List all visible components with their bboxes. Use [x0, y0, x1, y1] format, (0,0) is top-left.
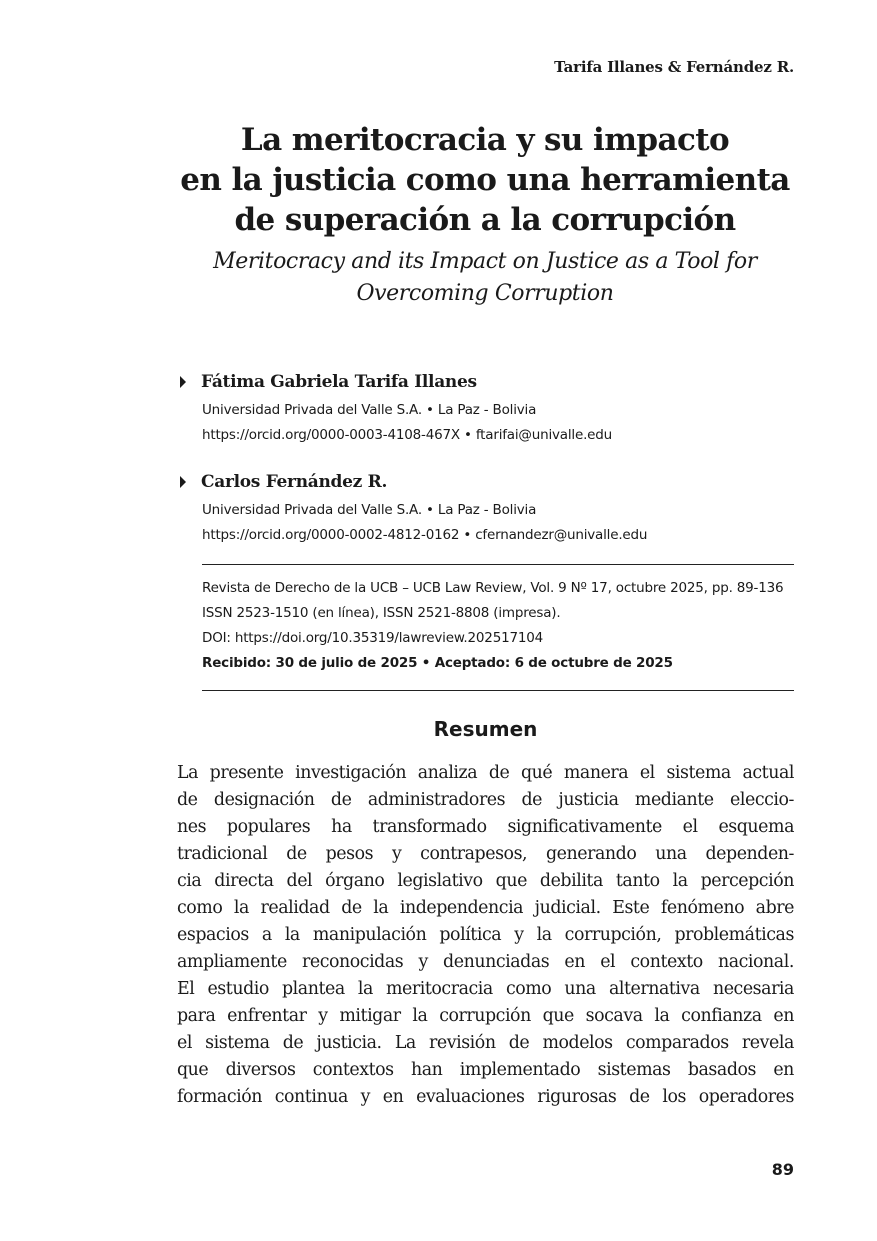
abstract-body	[177, 760, 794, 1111]
issn-line: ISSN 2523-1510 (en línea), ISSN 2521-8808 (impresa).	[202, 605, 561, 621]
author-affiliation: Universidad Privada del Valle S.A. • La Paz - Bolivia	[202, 502, 537, 518]
running-head: Tarifa Illanes & Fernández R.	[554, 58, 794, 76]
abstract-line: ampliamente reconocidas y denunciadas en el contexto nacional.	[177, 952, 794, 972]
abstract-line: el sistema de justicia. La revisión de modelos comparados revela	[177, 1033, 794, 1053]
divider-bottom	[202, 690, 794, 691]
abstract-line: para enfrentar y mitigar la corrupción que socava la confianza en	[177, 1006, 794, 1026]
english-title-line: Meritocracy and its Impact on Justice as a Tool for	[213, 249, 757, 274]
abstract-line: formación continua y en evaluaciones rigurosas de los operadores	[177, 1087, 794, 1107]
article-title-block	[100, 120, 870, 310]
abstract-line: nes populares ha transformado significativamente el esquema	[177, 817, 794, 837]
abstract-line: que diversos contextos han implementado sistemas basados en	[177, 1060, 794, 1080]
abstract-line: cia directa del órgano legislativo que debilita tanto la percepción	[177, 871, 794, 891]
author-block	[178, 372, 798, 448]
article-title-line: La meritocracia y su impacto	[240, 122, 730, 158]
abstract-line: La presente investigación analiza de qué manera el sistema actual	[177, 763, 794, 783]
english-title-line: Overcoming Corruption	[356, 281, 614, 306]
divider-top	[202, 564, 794, 565]
abstract-heading: Resumen	[433, 717, 538, 741]
journal-citation: Revista de Derecho de la UCB – UCB Law Review, Vol. 9 Nº 17, octubre 2025, pp. 89-136	[202, 580, 784, 596]
abstract-line: como la realidad de la independencia judicial. Este fenómeno abre	[177, 898, 794, 918]
author-affiliation: Universidad Privada del Valle S.A. • La Paz - Bolivia	[202, 402, 537, 418]
abstract-line: El estudio plantea la meritocracia como una alternativa necesaria	[177, 979, 794, 999]
author-name: Fátima Gabriela Tarifa Illanes	[201, 372, 477, 392]
author-block	[178, 472, 798, 548]
publication-info	[202, 576, 802, 676]
received-accepted-dates: Recibido: 30 de julio de 2025 • Aceptado: 6 de octubre de 2025	[202, 655, 673, 671]
author-contact[interactable]: https://orcid.org/0000-0003-4108-467X • ftarifai@univalle.edu	[202, 427, 612, 443]
article-title-line: de superación a la corrupción	[234, 202, 736, 238]
article-title-line: en la justicia como una herramienta	[180, 162, 790, 198]
page-number: 89	[771, 1160, 794, 1179]
abstract-line: de designación de administradores de justicia mediante eleccio-	[177, 790, 794, 810]
triangle-bullet-icon	[180, 376, 186, 388]
author-name: Carlos Fernández R.	[201, 472, 388, 492]
abstract-line: espacios a la manipulación política y la corrupción, problemáticas	[177, 925, 794, 945]
author-contact[interactable]: https://orcid.org/0000-0002-4812-0162 • cfernandezr@univalle.edu	[202, 527, 648, 543]
abstract-line: tradicional de pesos y contrapesos, generando una dependen-	[177, 844, 794, 864]
doi-line[interactable]: DOI: https://doi.org/10.35319/lawreview.202517104	[202, 630, 544, 646]
triangle-bullet-icon	[180, 476, 186, 488]
